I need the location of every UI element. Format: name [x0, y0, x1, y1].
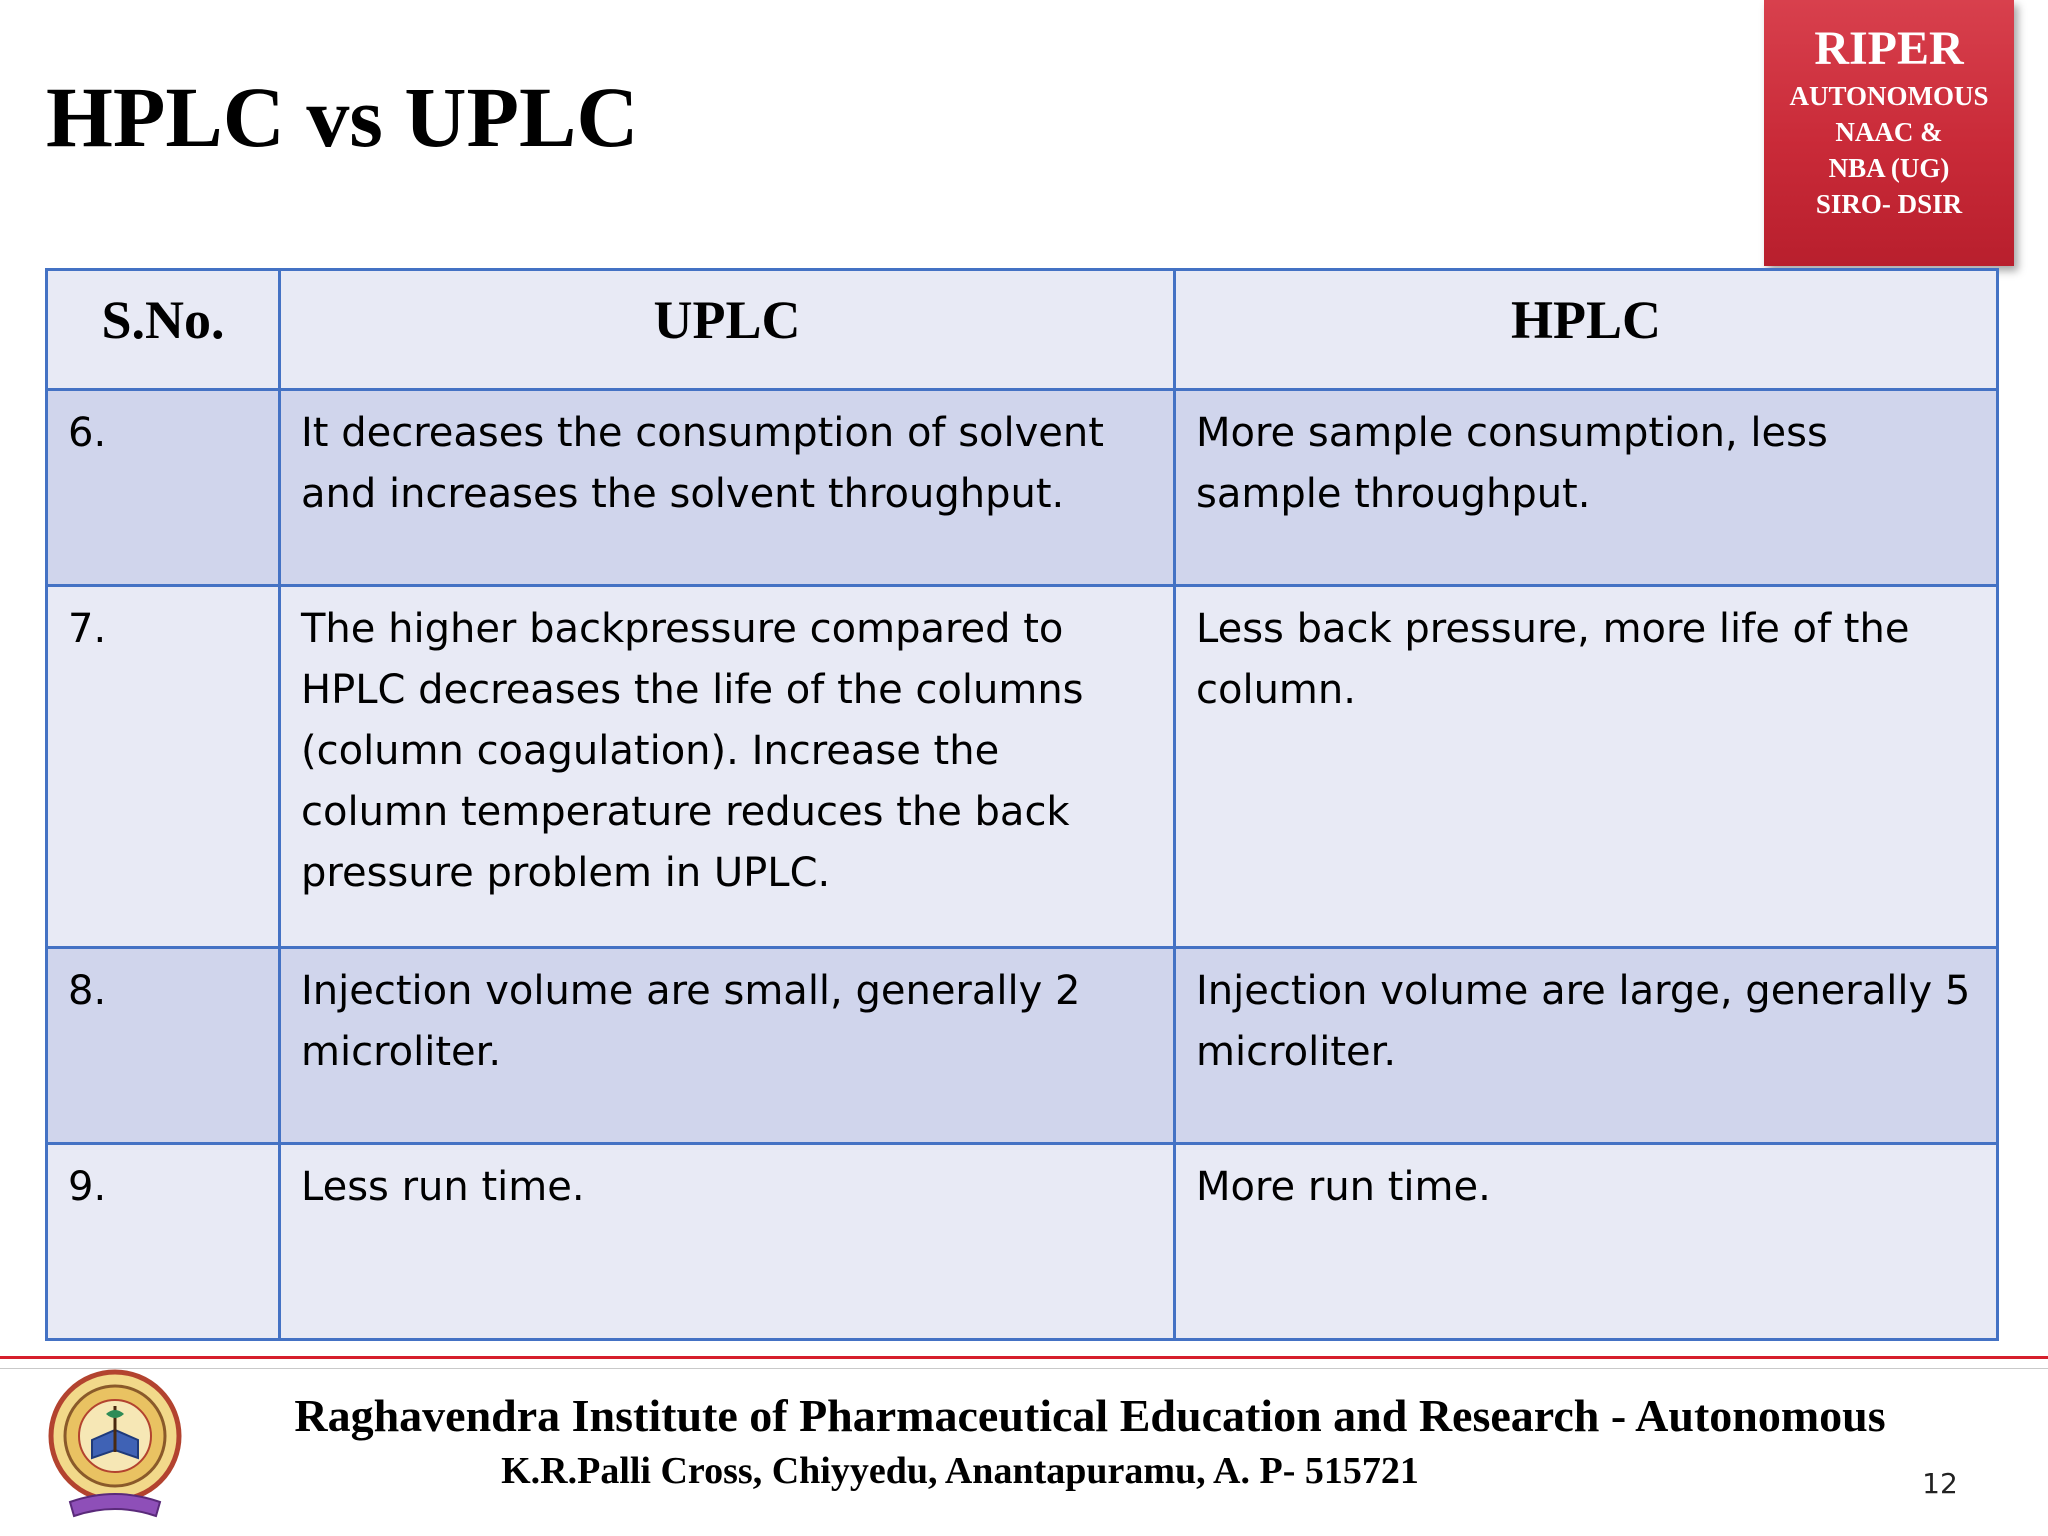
cell-sno: 8. [47, 948, 280, 1144]
badge-title: RIPER [1814, 22, 1964, 75]
cell-uplc: It decreases the consumption of solvent and increases the solvent throughput. [280, 390, 1175, 586]
table-row [47, 390, 1998, 586]
institute-address: K.R.Palli Cross, Chiyyedu, Anantapuramu, A. P- 515721 [501, 1450, 1419, 1492]
badge-line-nba: NBA (UG) [1828, 153, 1950, 183]
badge-line-autonomous: AUTONOMOUS [1789, 81, 1989, 111]
badge-line-siro: SIRO- DSIR [1815, 189, 1963, 219]
slide-title: HPLC vs UPLC [46, 69, 639, 165]
college-emblem-icon [40, 1366, 190, 1526]
cell-uplc: Injection volume are small, generally 2 microliter. [280, 948, 1175, 1144]
cell-uplc: The higher backpressure compared to HPLC decreases the life of the columns (column coagulation). Increase the column temperature reduces the back pressure problem in UPLC. [280, 586, 1175, 948]
cell-sno: 7. [47, 586, 280, 948]
cell-sno: 6. [47, 390, 280, 586]
table-header-row [47, 270, 1998, 390]
cell-hplc: Less back pressure, more life of the column. [1175, 586, 1998, 948]
badge-line-naac: NAAC & [1835, 117, 1943, 147]
cell-hplc: Injection volume are large, generally 5 microliter. [1175, 948, 1998, 1144]
table-row [47, 1144, 1998, 1340]
cell-sno: 9. [47, 1144, 280, 1340]
cell-uplc: Less run time. [280, 1144, 1175, 1340]
institute-name: Raghavendra Institute of Pharmaceutical Education and Research - Autonomous [294, 1390, 1886, 1441]
header-sno: S.No. [47, 270, 280, 390]
cell-hplc: More run time. [1175, 1144, 1998, 1340]
header-uplc: UPLC [280, 270, 1175, 390]
page-number: 12 [1922, 1467, 1958, 1500]
comparison-table [45, 268, 1999, 1341]
accreditation-badge [1764, 0, 2014, 266]
header-hplc: HPLC [1175, 270, 1998, 390]
footer-divider-thin [0, 1368, 2048, 1369]
footer-divider [0, 1356, 2048, 1359]
table-row [47, 948, 1998, 1144]
cell-hplc: More sample consumption, less sample throughput. [1175, 390, 1998, 586]
table-row [47, 586, 1998, 948]
